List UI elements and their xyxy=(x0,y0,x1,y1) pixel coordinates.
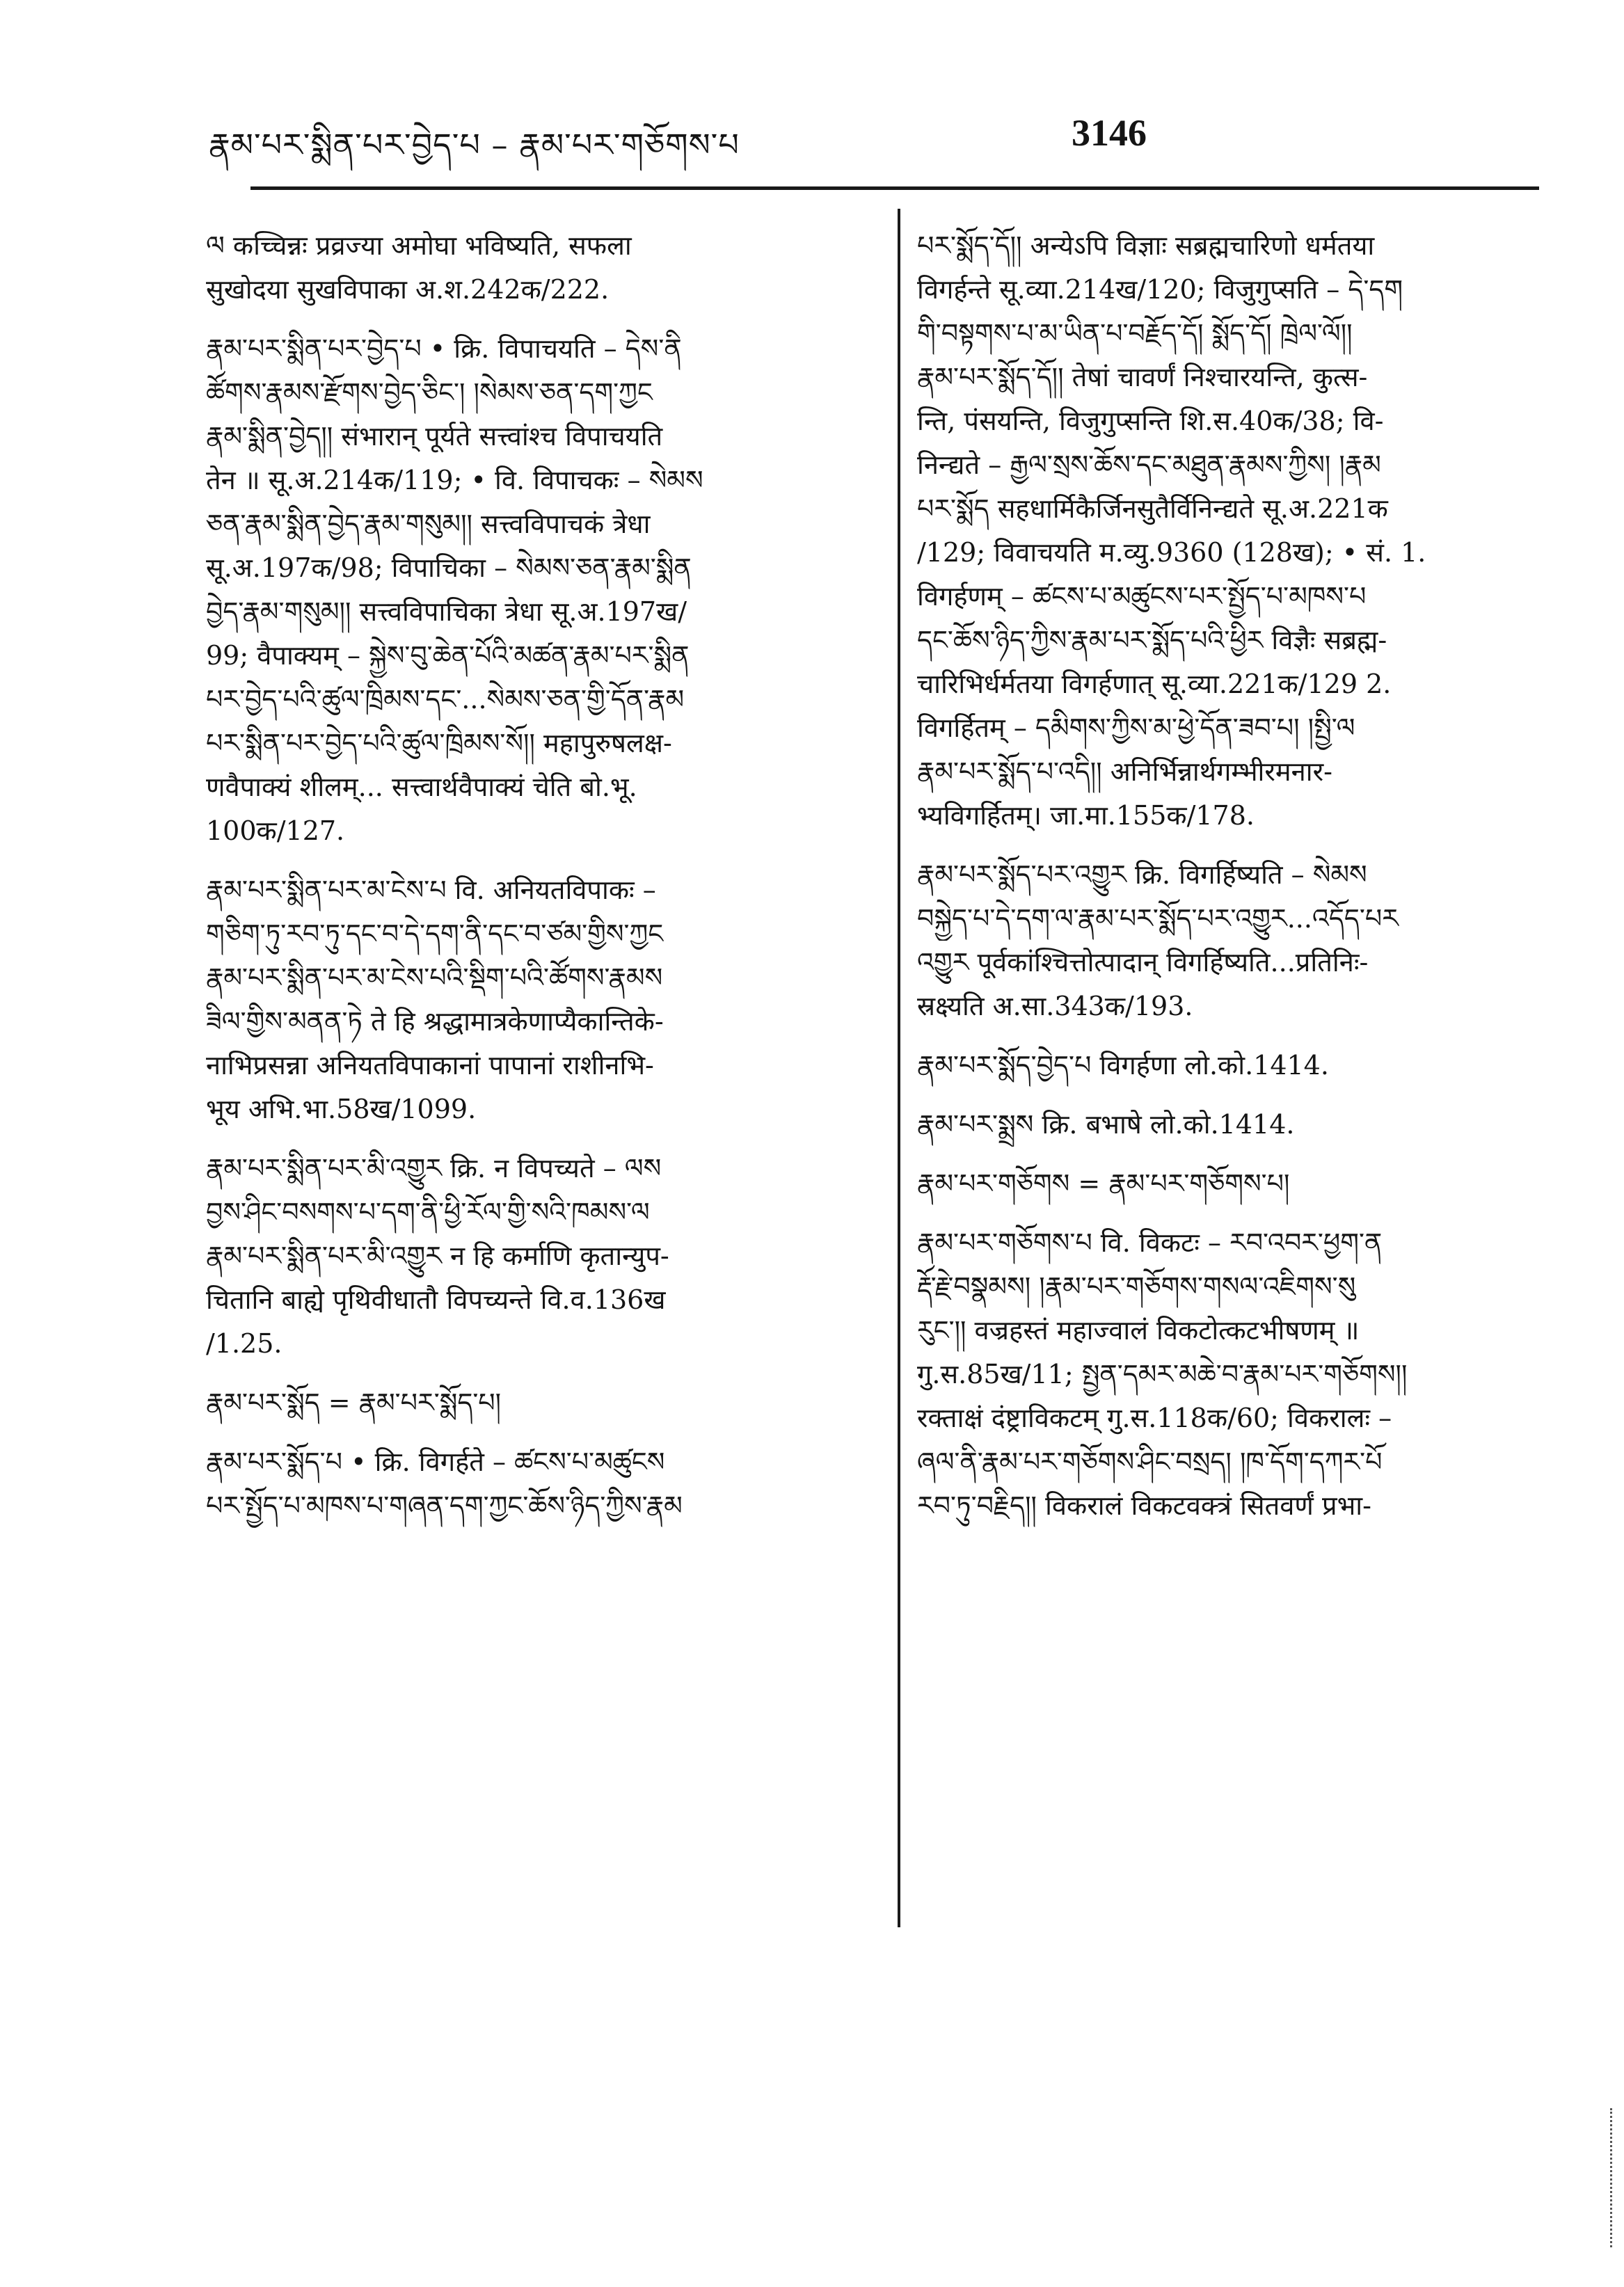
dictionary-entry xyxy=(206,868,874,1131)
dictionary-entry xyxy=(917,1044,1543,1087)
entry-line: པར་སྨོད་དོ།། अन्येऽपि विज्ञाः सब्रह्मचारिणो धर्मतया xyxy=(917,230,1375,261)
page-number: 3146 xyxy=(1072,112,1147,154)
entry-line: ཞལ་ནི་རྣམ་པར་གཅོགས་ཤིང་བསྲད། །ཁ་དོག་དཀར་པོ xyxy=(917,1447,1383,1477)
entry-line: རྣམ་པར་གཅོགས་པ वि. विकटः – རབ་འབར་ཕྱག་ན xyxy=(917,1227,1383,1258)
right-column xyxy=(917,224,1543,1543)
margin-marks xyxy=(1610,2108,1618,2247)
entry-line: गु.स.85ख/11; སྤྱན་དམར་མཆེ་བ་རྣམ་པར་གཅོགས།། xyxy=(917,1359,1408,1389)
entry-line: 100क/127. xyxy=(206,815,345,846)
header-rule xyxy=(250,186,1539,190)
entry-line: དང་ཆོས་ཉིད་ཀྱིས་རྣམ་པར་སྨོད་པའི་ཕྱིར विज्ञैः सब्रह्म- xyxy=(917,625,1387,655)
entry-line: བྱས་ཤིང་བསགས་པ་དག་ནི་ཕྱི་རོལ་གྱི་སའི་ཁམས་ལ xyxy=(206,1197,650,1227)
entry-line: རྣམ་པར་སྨིན་པར་མ་ངེས་པའི་སྡིག་པའི་ཚོགས་རྣམས xyxy=(206,962,663,993)
entry-line: न्ति, पंसयन्ति, विजुगुप्सन्ति शि.स.40क/38; वि- xyxy=(917,406,1384,436)
dictionary-entry xyxy=(206,1440,874,1528)
entry-line: ཚོགས་རྣམས་རྫོགས་བྱེད་ཅིང་། །སེམས་ཅན་དག་ཀྱང xyxy=(206,377,653,408)
entry-line: འགྱུར पूर्वकांश्चित्तोत्पादान् विगर्हिष्यति...प्रतिनिः- xyxy=(917,947,1369,978)
entry-line: རྣམ་པར་སྨིན་པར་མི་འགྱུར क्रि. न विपच्यते – ལས xyxy=(206,1153,662,1184)
entry-line: རྣམ་པར་གཅོགས = རྣམ་པར་གཅོགས་པ། xyxy=(917,1168,1290,1199)
page-header xyxy=(209,104,1252,181)
entry-line: རྣམ་པར་སྨོད་པ • क्रि. विगर्हते – ཚངས་པ་མཚུངས xyxy=(206,1447,665,1477)
entry-line: ཅན་རྣམ་སྨིན་བྱེད་རྣམ་གསུམ།། सत्त्वविपाचकं त्रेधा xyxy=(206,509,651,539)
entry-line: རབ་ཏུ་བརྗིད།། विकरालं विकटवक्त्रं सितवर्णं प्रभा- xyxy=(917,1490,1371,1521)
entry-line: རྣམ་པར་སྨིན་པར་མི་འགྱུར न हि कर्माणि कृतान्युप- xyxy=(206,1241,669,1271)
entry-line: रक्ताक्षं दंष्ट्राविकटम् गु.स.118क/60; विकरालः – xyxy=(917,1403,1392,1433)
entry-line: णवैपाक्यं शीलम्... सत्त्वार्थवैपाक्यं चेति बो.भू. xyxy=(206,772,637,802)
running-head: རྣམ་པར་སྨིན་པར་བྱེད་པ – རྣམ་པར་གཅོགས་པ xyxy=(209,126,740,164)
entry-line: རྣམ་སྨིན་བྱེད།། संभारान् पूर्यते सत्त्वांश्च विपाचयति xyxy=(206,421,663,452)
dictionary-entry xyxy=(206,224,874,312)
entry-line: པར་བྱེད་པའི་ཚུལ་ཁྲིམས་དང་...སེམས་ཅན་གྱི་དོན་རྣམ xyxy=(206,684,685,715)
entry-line: स्रक्ष्यति अ.सा.343क/193. xyxy=(917,991,1193,1021)
entry-line: /129; विवाचयति म.व्यु.9360 (128ख); • सं. 1. xyxy=(917,537,1426,568)
entry-line: པར་སྨིན་པར་བྱེད་པའི་ཚུལ་ཁྲིམས་སོ།། महापुरुषलक्ष- xyxy=(206,728,672,758)
entry-line: རུང་།། वज्रहस्तं महाज्वालं विकटोत्कटभीषणम् ॥ xyxy=(917,1315,1360,1346)
entry-line: तेन ॥ सू.अ.214क/119; • वि. विपाचकः – སེམས xyxy=(206,465,703,495)
entry-line: རྡོ་རྗེ་བསྣམས། །རྣམ་པར་གཅོགས་གསལ་འཇིགས་སུ xyxy=(917,1271,1356,1302)
entry-line: ཟིལ་གྱིས་མནན་ཏེ ते हि श्रद्धामात्रकेणाप्यैकान्तिके- xyxy=(206,1006,664,1037)
entry-line: विगर्हन्ते सू.व्या.214ख/120; विजुगुप्सति – དེ་དག xyxy=(917,274,1403,305)
dictionary-entry xyxy=(917,224,1543,838)
entry-line: विगर्हितम् – དམིགས་ཀྱིས་མ་ཕྱེ་དོན་ཟབ་པ། །སྤྱི་ལ xyxy=(917,712,1355,743)
entry-line: सुखोदया सुखविपाका अ.श.242क/222. xyxy=(206,274,610,305)
entry-line: चारिभिर्धर्मतया विगर्हणात् सू.व्या.221क/129 2. xyxy=(917,669,1392,699)
entry-line: चितानि बाह्ये पृथिवीधातौ विपच्यन्ते वि.व.136ख xyxy=(206,1284,666,1315)
entry-line: རྣམ་པར་སྨོད་དོ།། तेषां चावर्णं निश्चारयन्ति, कुत्स- xyxy=(917,362,1368,392)
entry-line: གི་བསྟགས་པ་མ་ཡིན་པ་བརྗོད་དོ། སྨོད་དོ། ཁྲེལ་ལོ།། xyxy=(917,318,1353,349)
entry-line: भूय अभि.भा.58ख/1099. xyxy=(206,1094,477,1124)
dictionary-entry xyxy=(206,327,874,853)
entry-line: निन्द्यते – རྒྱལ་སྲས་ཆོས་དང་མཐུན་རྣམས་ཀྱིས། །རྣམ xyxy=(917,449,1381,480)
entry-line: རྣམ་པར་སྨོད་བྱེད་པ विगर्हणा लो.को.1414. xyxy=(917,1050,1329,1081)
dictionary-entry xyxy=(206,1147,874,1366)
entry-line: རྣམ་པར་སྨིན་པར་བྱེད་པ • क्रि. विपाचयति – དེས་ནི xyxy=(206,333,682,364)
entry-line: རྣམ་པར་སྨྲས क्रि. बभाषे लो.को.1414. xyxy=(917,1109,1295,1140)
entry-line: नाभिप्रसन्ना अनियतविपाकानां पापानां राशीनभि- xyxy=(206,1050,654,1081)
entry-line: བྱེད་རྣམ་གསུམ།། सत्त्वविपाचिका त्रेधा सू.अ.197ख/ xyxy=(206,596,687,627)
entry-line: རྣམ་པར་སྨོད་པར་འགྱུར क्रि. विगर्हिष्यति – སེམས xyxy=(917,859,1367,890)
dictionary-entry xyxy=(917,853,1543,1028)
entry-line: सू.अ.197क/98; विपाचिका – སེམས་ཅན་རྣམ་སྨིན xyxy=(206,552,692,583)
dictionary-entry xyxy=(917,1221,1543,1528)
entry-line: རྣམ་པར་སྨོད = རྣམ་པར་སྨོད་པ། xyxy=(206,1387,502,1418)
dictionary-entry xyxy=(917,1162,1543,1206)
column-divider xyxy=(898,209,900,1927)
dictionary-entry xyxy=(206,1381,874,1425)
entry-line: /1.25. xyxy=(206,1328,282,1359)
entry-line: भ्यविगर्हितम्। जा.मा.155क/178. xyxy=(917,800,1255,831)
entry-line: གཅིག་ཏུ་རབ་ཏུ་དང་བ་དེ་དག་ནི་དང་བ་ཙམ་གྱིས་ཀྱང xyxy=(206,918,664,949)
entry-line: པར་སྤྱོད་པ་མཁས་པ་གཞན་དག་ཀྱང་ཆོས་ཉིད་ཀྱིས་རྣམ xyxy=(206,1490,683,1521)
entry-line: 99; वैपाक्यम् – སྐྱེས་བུ་ཆེན་པོའི་མཚན་རྣམ་པར་སྨིན xyxy=(206,640,690,671)
dictionary-entry xyxy=(917,1103,1543,1147)
entry-line: རྣམ་པར་སྨོད་པ་འདི།། अनिर्भिन्नार्थगम्भीरमनार- xyxy=(917,756,1332,787)
left-column xyxy=(206,224,874,1543)
entry-line: ལ कच्चिन्नः प्रव्रज्या अमोघा भविष्यति, सफला xyxy=(206,230,632,261)
entry-line: བསྐྱེད་པ་དེ་དག་ལ་རྣམ་པར་སྨོད་པར་འགྱུར...འདོད་པར xyxy=(917,903,1399,934)
entry-line: པར་སྨོད सहधार्मिकैर्जिनसुतैर्विनिन्द्यते सू.अ.221क xyxy=(917,493,1388,524)
entry-line: རྣམ་པར་སྨིན་པར་མ་ངེས་པ वि. अनियतविपाकः – xyxy=(206,875,656,905)
entry-line: विगर्हणम् – ཚངས་པ་མཚུངས་པར་སྤྱོད་པ་མཁས་པ xyxy=(917,581,1367,612)
